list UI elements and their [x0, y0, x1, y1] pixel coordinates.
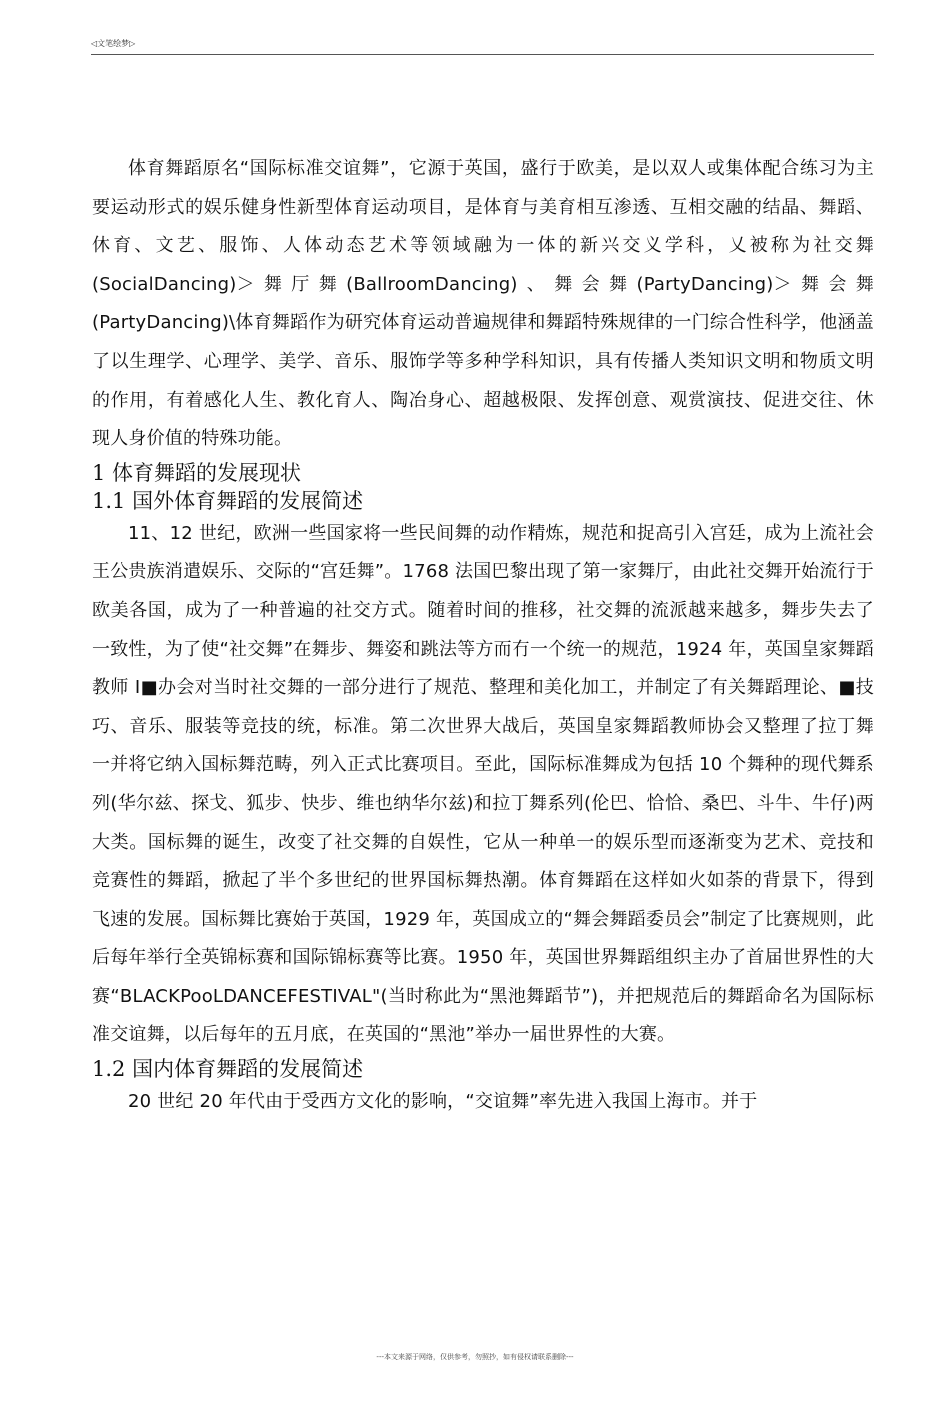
header-divider: [91, 54, 874, 55]
document-body: [92, 150, 874, 1122]
section-1-2-paragraph: 20 世纪 20 年代由于受西方文化的影响，“交谊舞”率先进入我国上海市。并于: [128, 1091, 758, 1113]
section-1-2-heading: 1.2 国内体育舞蹈的发展简述: [92, 1057, 364, 1082]
section-1-heading: 1 体育舞蹈的发展现状: [92, 460, 302, 485]
page-header: ◁文笔绘梦▷: [91, 39, 136, 48]
section-1-1-heading: 1.1 国外体育舞蹈的发展简述: [92, 488, 364, 513]
page-footer: ---本文来源于网络，仅供参考，勿照抄，如有侵权请联系删除---: [376, 1353, 574, 1361]
section-1-1-paragraph: 11、12 世纪，欧洲一些国家将一些民间舞的动作精炼，规范和捉高引入宫廷，成为上流社会王公贵族消遣娱乐、交际的“宫廷舞”。1768 法国巴黎出现了第一家舞厅，由此社交舞开始流行于欧美各国，成为了一种普遍的社交方式。随着时间的推移，社交舞的流派越来越多，舞步失去了一致性，为了使“社交舞”在舞步、舞姿和跳法等方而冇一个统一的规范，1924 年，英国皇家舞蹈教师 I■办会对当时社交舞的一部分进行了规范、整理和美化加工，并制定了有关舞蹈理论、■技巧、音乐、服装等竞技的统，标准。第二次世界大战后，英国皇家舞蹈教师协会又整理了拉丁舞一并将它纳入国标舞范畴，列入正式比赛项目。至此，国际标准舞成为包括 10 个舞种的现代舞系列(华尔兹、探戈、狐步、快步、维也纳华尔兹)和拉丁舞系列(伦巴、恰恰、桑巴、斗牛、牛仔)两大类。国标舞的诞生，改变了社交舞的自娱性，它从一种单一的娱乐型而逐渐变为艺术、竞技和竞赛性的舞蹈，掀起了半个多世纪的世界国标舞热潮。体育舞蹈在这样如火如荼的背景下，得到飞速的发展。国标舞比赛始于英国，1929 年，英国成立的“舞会舞蹈委员会”制定了比赛规则，此后每年举行全英锦标赛和国际锦标赛等比赛。1950 年，英国世界舞蹈组织主办了首届世界性的大赛“BLACKPooLDANCEFESTIVAL"(当时称此为“黑池舞蹈节”)，并把规范后的舞蹈命名为国际标准交谊舞，以后每年的五月底，在英国的“黑池”举办一届世界性的大赛。: [92, 522, 874, 1046]
intro-paragraph: 体育舞蹈原名“国际标准交谊舞”，它源于英国，盛行于欧美，是以双人或集体配合练习为主要运动形式的娱乐健身性新型体育运动项目，是体育与美育相互渗透、互相交融的结晶、舞蹈、休育、文艺、服饰、人体动态艺术等领域融为一体的新兴交义学科，乂被称为社交舞(SocialDancing)＞舞厅舞(BallroomDancing)、舞会舞(PartyDancing)＞舞会舞(PartyDancing)\体育舞蹈作为研究体育运动普遍规律和舞蹈特殊规律的一门综合性科学，他涵盖了以生理学、心理学、美学、音乐、服饰学等多种学科知识，具有传播人类知识文明和物质文明的作用，有着感化人生、教化育人、陶冶身心、超越极限、发挥创意、观赏演技、促进交往、休现人身价值的特殊功能。: [92, 158, 874, 450]
